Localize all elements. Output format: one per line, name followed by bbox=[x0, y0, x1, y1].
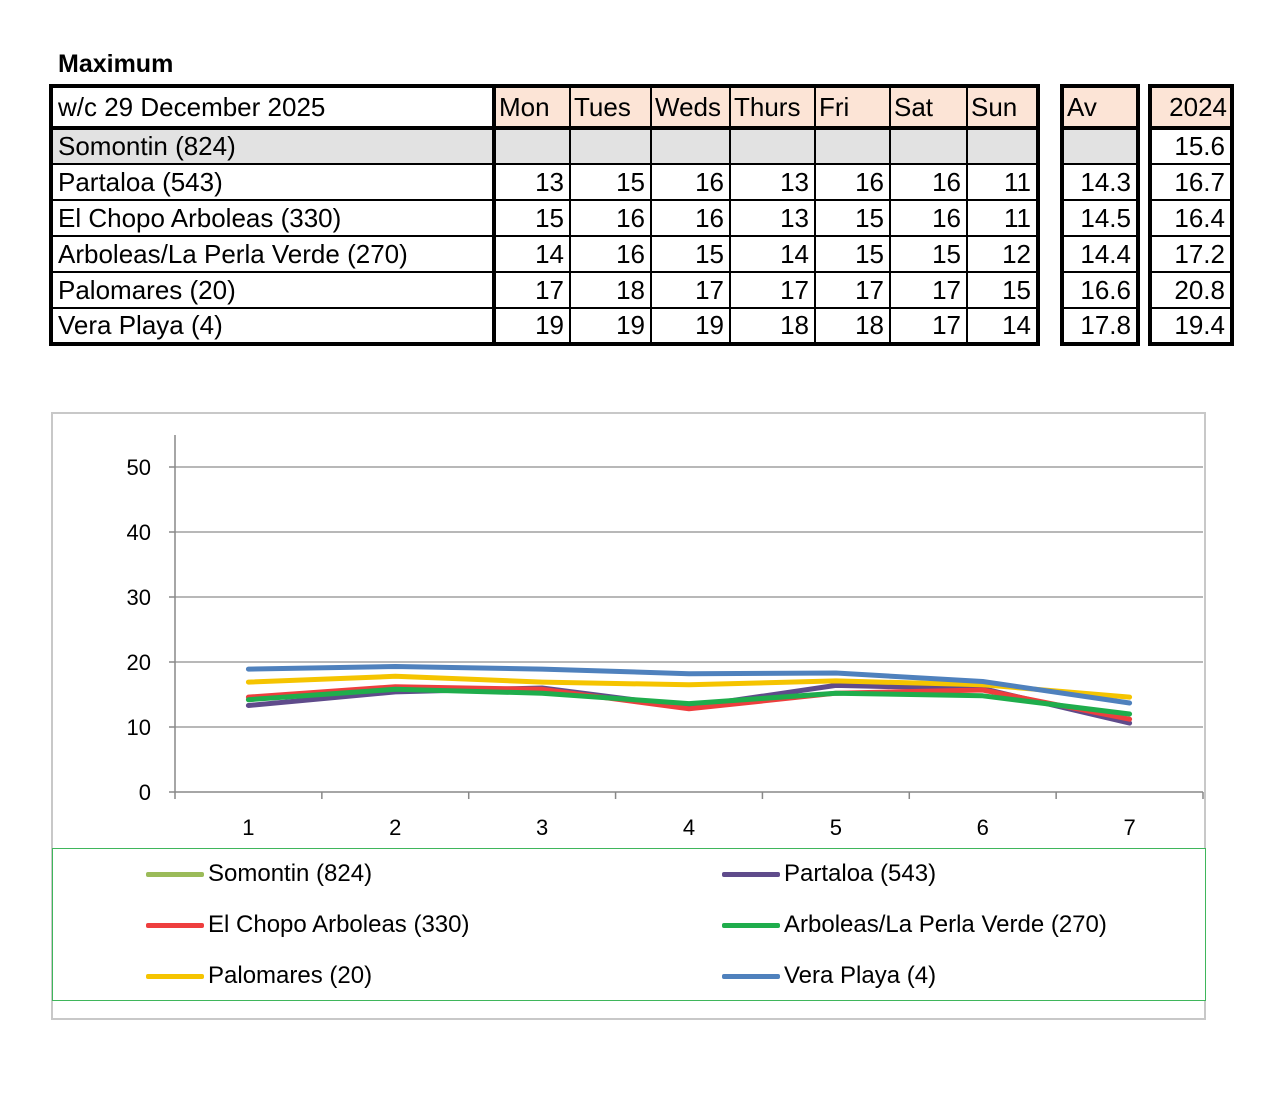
x-tick-label: 6 bbox=[976, 815, 989, 840]
average-value: 14.5 bbox=[1062, 200, 1138, 236]
average-value: 17.8 bbox=[1062, 308, 1138, 344]
day-value: 13 bbox=[730, 200, 815, 236]
y-tick-label: 0 bbox=[138, 780, 151, 805]
day-value: 11 bbox=[967, 200, 1038, 236]
legend-item bbox=[722, 860, 936, 888]
average-value: 14.3 bbox=[1062, 164, 1138, 200]
day-value: 15 bbox=[494, 200, 570, 236]
y-tick-label: 10 bbox=[126, 715, 151, 740]
previous-year-value: 16.4 bbox=[1150, 200, 1232, 236]
legend-label: Palomares (20) bbox=[208, 962, 373, 989]
previous-year-value: 15.6 bbox=[1150, 128, 1232, 164]
legend-item bbox=[722, 911, 1107, 939]
legend-item bbox=[146, 860, 372, 888]
day-value: 11 bbox=[967, 164, 1038, 200]
day-value: 19 bbox=[570, 308, 651, 344]
station-name: Palomares (20) bbox=[51, 272, 494, 308]
previous-year-value: 19.4 bbox=[1150, 308, 1232, 344]
station-name: Vera Playa (4) bbox=[51, 308, 494, 344]
day-value: 19 bbox=[651, 308, 730, 344]
day-value: 14 bbox=[730, 236, 815, 272]
day-value: 15 bbox=[890, 236, 967, 272]
legend-label: El Chopo Arboleas (330) bbox=[208, 911, 470, 938]
legend-swatch bbox=[722, 872, 780, 877]
y-tick-label: 20 bbox=[126, 650, 151, 675]
day-value: 15 bbox=[570, 164, 651, 200]
day-value: 17 bbox=[494, 272, 570, 308]
y-tick-label: 50 bbox=[126, 455, 151, 480]
day-header: Weds bbox=[651, 86, 730, 128]
day-value: 16 bbox=[815, 164, 890, 200]
day-header: Tues bbox=[570, 86, 651, 128]
table-heading: Maximum bbox=[58, 50, 174, 78]
day-value: 16 bbox=[890, 200, 967, 236]
x-tick-label: 4 bbox=[682, 815, 696, 840]
week-label: w/c 29 December 2025 bbox=[51, 86, 494, 128]
previous-year-value: 16.7 bbox=[1150, 164, 1232, 200]
day-value: 17 bbox=[651, 272, 730, 308]
legend-item bbox=[722, 962, 936, 990]
average-value: 16.6 bbox=[1062, 272, 1138, 308]
legend-swatch bbox=[722, 923, 780, 928]
legend-swatch bbox=[722, 974, 780, 979]
station-name: Somontin (824) bbox=[51, 128, 494, 164]
x-tick-label: 5 bbox=[829, 815, 842, 840]
day-header: Mon bbox=[494, 86, 570, 128]
day-value: 19 bbox=[494, 308, 570, 344]
legend-label: Somontin (824) bbox=[208, 860, 373, 887]
day-value: 15 bbox=[815, 200, 890, 236]
day-value: 12 bbox=[967, 236, 1038, 272]
average-header: Av bbox=[1062, 86, 1138, 128]
day-value: 13 bbox=[494, 164, 570, 200]
x-tick-label: 2 bbox=[389, 815, 402, 840]
legend-label: Arboleas/La Perla Verde (270) bbox=[784, 911, 1107, 938]
day-header: Sat bbox=[890, 86, 967, 128]
day-value: 15 bbox=[651, 236, 730, 272]
day-value: 15 bbox=[815, 236, 890, 272]
x-tick-label: 3 bbox=[536, 815, 549, 840]
station-name: El Chopo Arboleas (330) bbox=[51, 200, 494, 236]
legend-item bbox=[146, 962, 372, 990]
legend-item bbox=[146, 911, 470, 939]
day-value: 16 bbox=[651, 200, 730, 236]
day-value: 16 bbox=[570, 200, 651, 236]
day-header: Fri bbox=[815, 86, 890, 128]
chart-legend bbox=[52, 848, 1206, 1001]
day-header: Thurs bbox=[730, 86, 815, 128]
day-value: 14 bbox=[494, 236, 570, 272]
station-name: Partaloa (543) bbox=[51, 164, 494, 200]
day-value: 18 bbox=[730, 308, 815, 344]
day-value: 14 bbox=[967, 308, 1038, 344]
y-tick-label: 40 bbox=[126, 520, 151, 545]
legend-label: Partaloa (543) bbox=[784, 860, 937, 887]
day-value: 18 bbox=[570, 272, 651, 308]
day-header: Sun bbox=[967, 86, 1038, 128]
day-value: 18 bbox=[815, 308, 890, 344]
day-value: 17 bbox=[730, 272, 815, 308]
x-tick-label: 1 bbox=[242, 815, 255, 840]
day-value: 17 bbox=[815, 272, 890, 308]
station-name: Arboleas/La Perla Verde (270) bbox=[51, 236, 494, 272]
day-value: 16 bbox=[570, 236, 651, 272]
day-value: 17 bbox=[890, 308, 967, 344]
previous-year-value: 17.2 bbox=[1150, 236, 1232, 272]
legend-swatch bbox=[146, 974, 204, 979]
average-value: 14.4 bbox=[1062, 236, 1138, 272]
legend-swatch bbox=[146, 872, 204, 877]
day-value: 16 bbox=[651, 164, 730, 200]
year-header: 2024 bbox=[1150, 86, 1232, 128]
legend-label: Vera Playa (4) bbox=[784, 962, 937, 989]
legend-swatch bbox=[146, 923, 204, 928]
x-tick-label: 7 bbox=[1123, 815, 1136, 840]
day-value: 15 bbox=[967, 272, 1038, 308]
y-tick-label: 30 bbox=[126, 585, 151, 610]
previous-year-value: 20.8 bbox=[1150, 272, 1232, 308]
day-value: 16 bbox=[890, 164, 967, 200]
day-value: 17 bbox=[890, 272, 967, 308]
day-value: 13 bbox=[730, 164, 815, 200]
